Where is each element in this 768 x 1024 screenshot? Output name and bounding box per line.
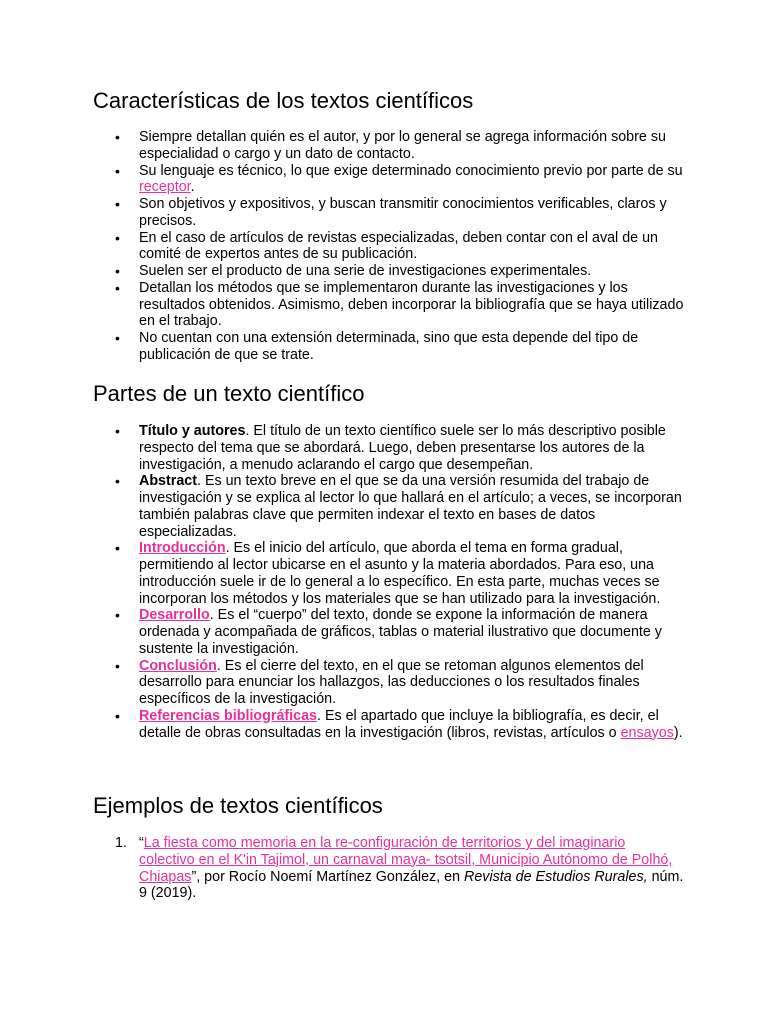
list-item: [139, 473, 684, 540]
list-item: • Detallan los métodos que se implementaron durante las investigaciones y los resultados obtenidos. Asimismo, deben incorporar la bibliografía que se haya utilizado en el trabajo.: [139, 280, 684, 330]
list-item: [115, 835, 684, 902]
citation-text: núm. 9 (2019).: [139, 868, 684, 902]
list-item-text: . Es el inicio del artículo, que aborda el tema en forma gradual, permitiendo al lector ubicarse en el asunto y la materia abordados. Para eso, una introducción suele ir de lo general a lo específico. En esta parte, muchas veces se incorporan los métodos y los materiales que se han utilizado para la investigación.: [139, 540, 661, 607]
desarrollo-link[interactable]: Desarrollo: [139, 607, 210, 624]
section-heading-partes: Partes de un texto científico: [93, 381, 365, 406]
term-abstract: Abstract: [139, 473, 197, 490]
list-item: [139, 708, 684, 742]
list-item: [139, 658, 684, 708]
list-item: [139, 607, 684, 657]
list-item-text: . Es un texto breve en el que se da una versión resumida del trabajo de investigación y se explica al lector lo que hallará en el artículo; a veces, se incorporan también palabras clave que permiten indexar el texto en bases de datos especializadas.: [139, 473, 682, 540]
conclusion-link[interactable]: Conclusión: [139, 657, 217, 674]
term-titulo: Título y autores: [139, 423, 246, 439]
list-number: 1.: [115, 835, 127, 851]
receptor-link[interactable]: receptor: [139, 179, 191, 196]
citation-text: ”, por Rocío Noemí Martínez González, en: [191, 868, 465, 885]
list-item: [139, 540, 684, 607]
examples-list: [115, 835, 684, 902]
characteristics-list: [139, 129, 684, 364]
section-heading-ejemplos: Ejemplos de textos científicos: [93, 793, 383, 818]
list-item-text: ).: [673, 724, 683, 741]
list-item: • En el caso de artículos de revistas especializadas, deben contar con el aval de un comité de expertos antes de su publicación.: [139, 230, 684, 264]
introduccion-link[interactable]: Introducción: [139, 540, 226, 557]
list-item: • Son objetivos y expositivos, y buscan transmitir conocimientos verificables, claros y precisos.: [139, 196, 684, 230]
list-item: [139, 423, 684, 473]
list-item-text: . El título de un texto científico suele ser lo más descriptivo posible respecto del tema que se abordará. Luego, deben presentarse los autores de la investigación, a menudo aclarando el cargo que desempeñan.: [139, 423, 666, 473]
list-item-text: . Es el “cuerpo” del texto, donde se expone la información de manera ordenada y acompañada de gráficos, tablas o material ilustrativo que documente y sustente la investigación.: [139, 607, 662, 657]
open-quote: “: [139, 835, 144, 851]
list-item-text: . Es el apartado que incluye la bibliografía, es decir, el detalle de obras consultadas en la investigación (libros, revistas, artículos o: [139, 707, 659, 741]
parts-list: [139, 423, 684, 741]
list-item-text: Su lenguaje es técnico, lo que exige determinado conocimiento previo por parte de su: [139, 162, 683, 179]
article-link[interactable]: La fiesta como memoria en la re-configuración de territorios y del imaginario colectivo en el K'in Tajimol, un carnaval maya- tsotsil, Municipio Autónomo de Polhó, Chiapas: [139, 835, 673, 885]
list-item: • Suelen ser el producto de una serie de investigaciones experimentales.: [139, 263, 684, 280]
list-item: • Siempre detallan quién es el autor, y por lo general se agrega información sobre su especialidad o cargo y un dato de contacto.: [139, 129, 684, 163]
list-item-text: . Es el cierre del texto, en el que se retoman algunos elementos del desarrollo para enunciar los hallazgos, las deducciones o los resultados finales específicos de la investigación.: [139, 657, 644, 707]
section-heading-caracteristicas: Características de los textos científicos: [93, 88, 474, 113]
list-item: • No cuentan con una extensión determinada, sino que esta depende del tipo de publicación de que se trate.: [139, 330, 684, 364]
list-item: [139, 163, 684, 197]
journal-name: Revista de Estudios Rurales,: [464, 868, 648, 885]
ensayos-link[interactable]: ensayos: [620, 724, 674, 741]
list-item-text: .: [190, 179, 195, 196]
referencias-link[interactable]: Referencias bibliográficas: [139, 707, 317, 724]
